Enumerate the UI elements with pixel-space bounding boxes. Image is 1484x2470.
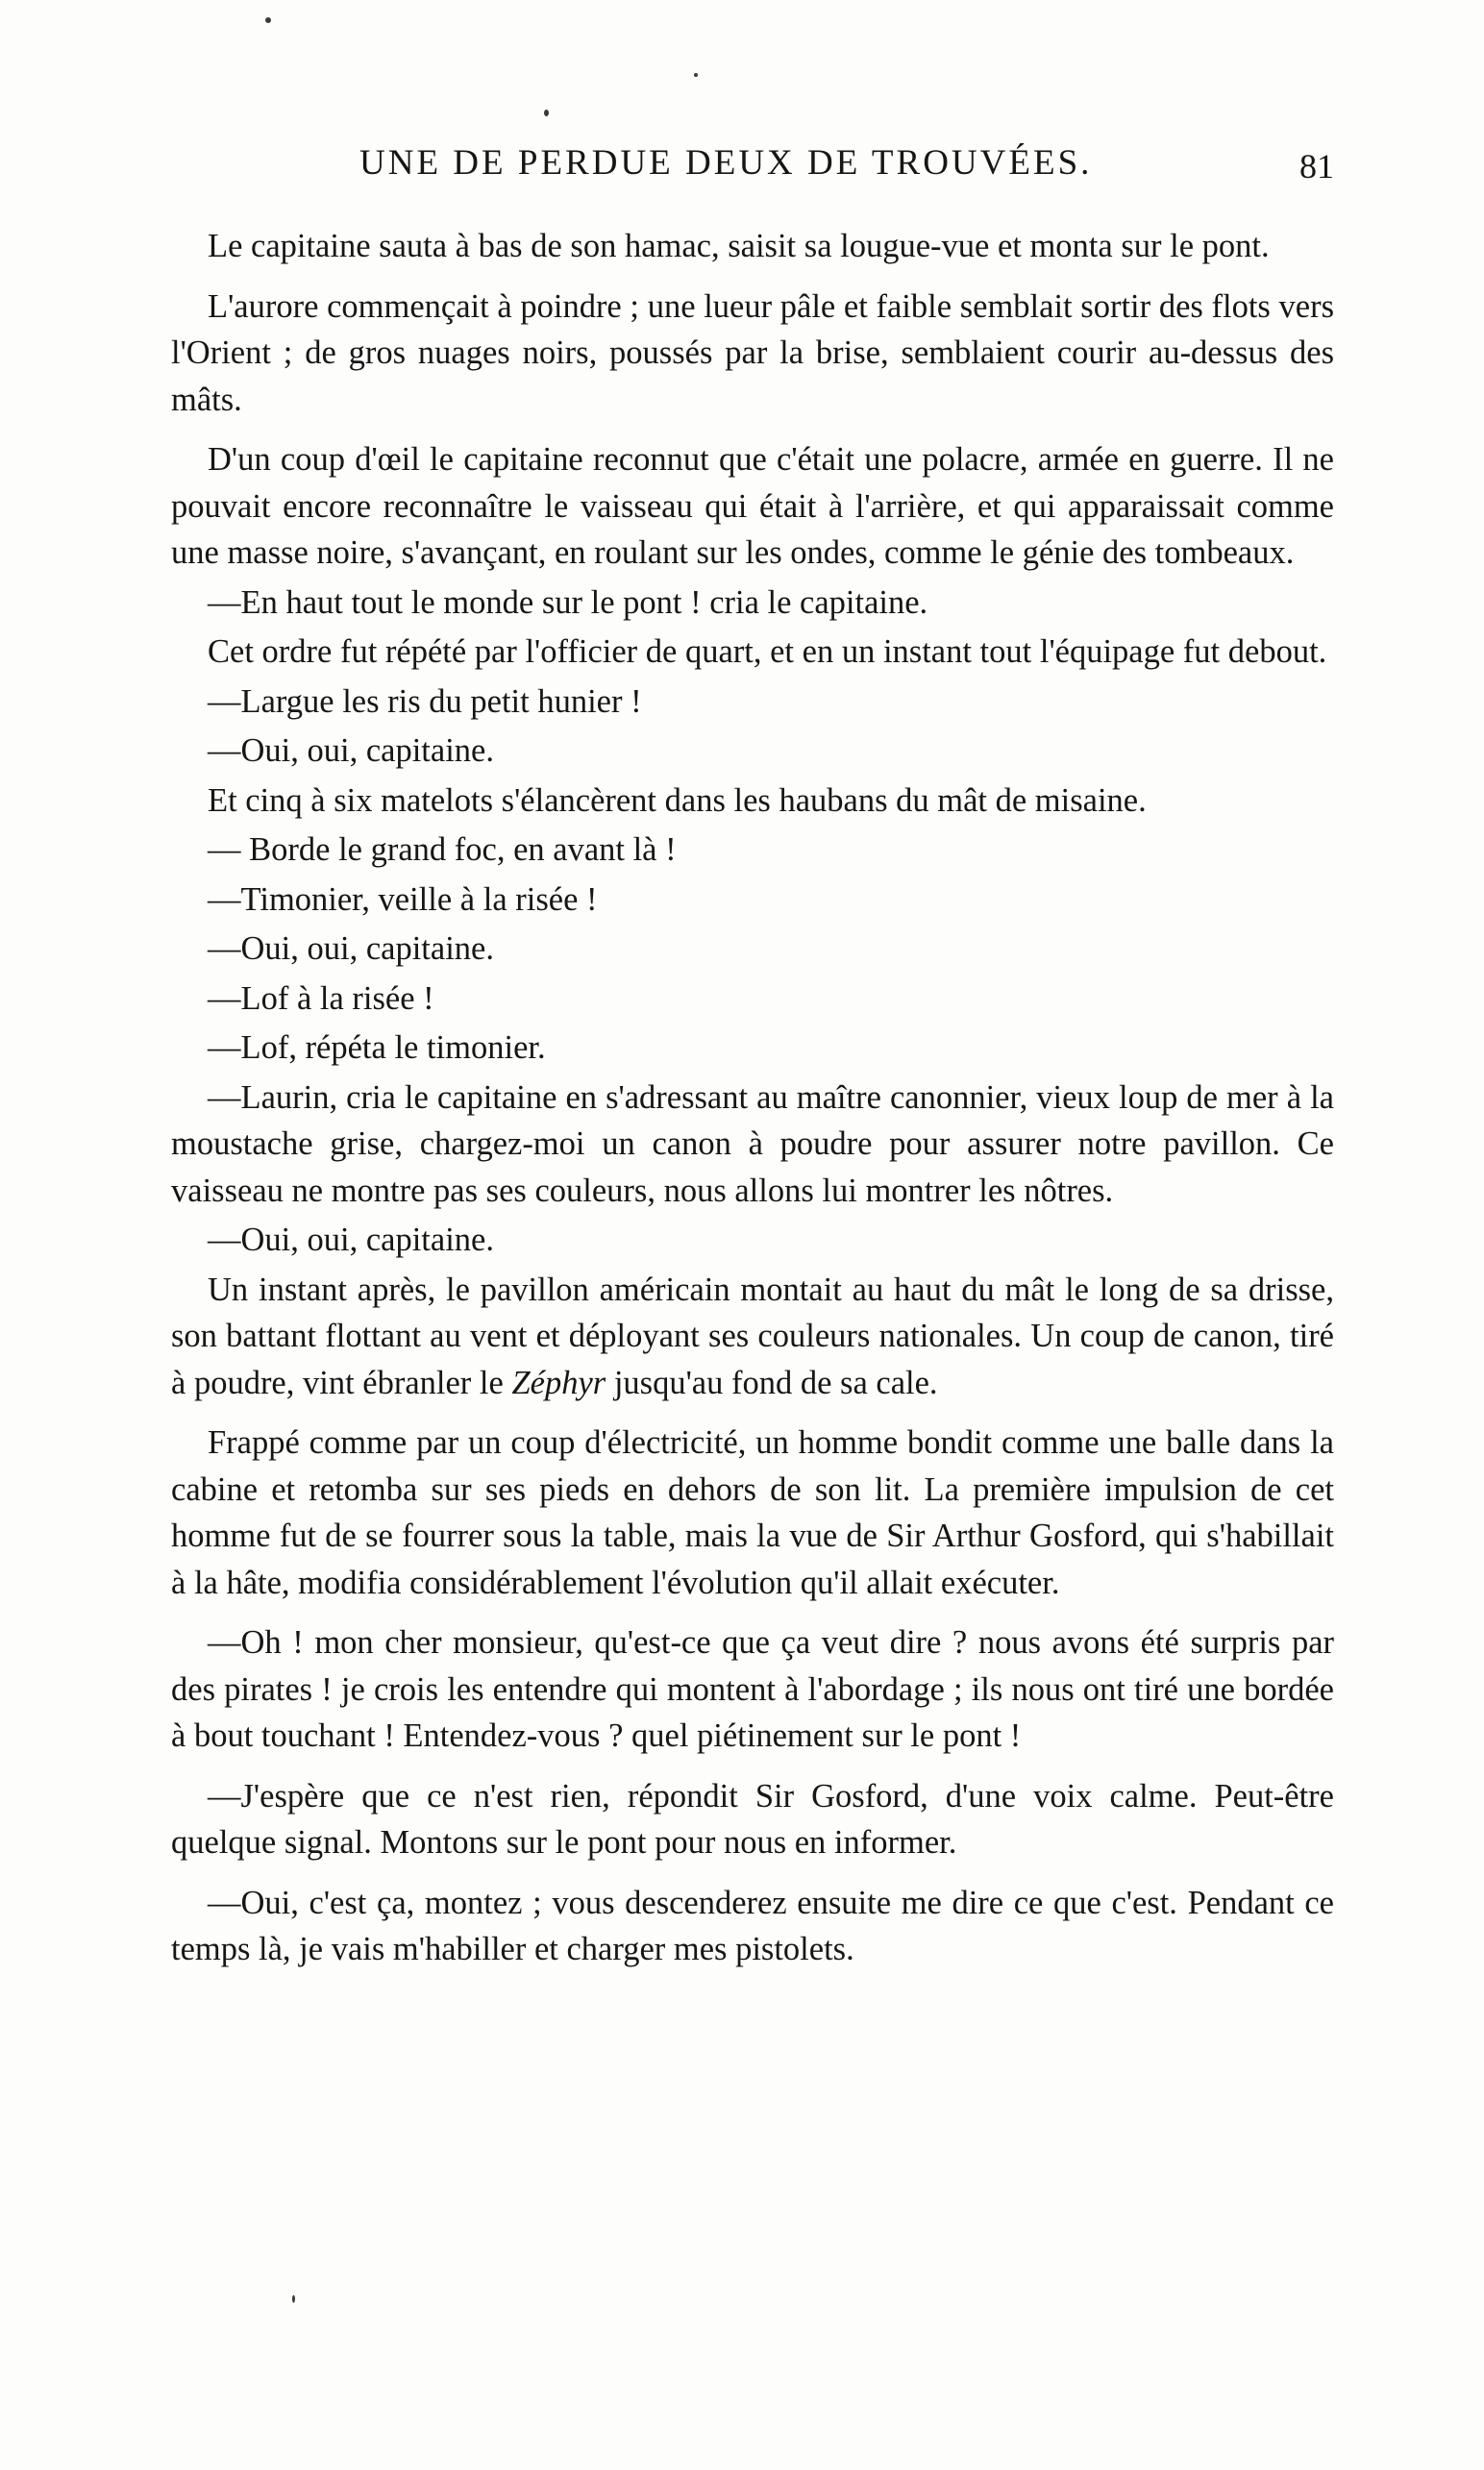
ink-speck	[265, 17, 271, 23]
ink-speck	[544, 110, 549, 116]
paragraph: —Lof, répéta le timonier.	[208, 1029, 546, 1066]
paragraph	[171, 1267, 1334, 1407]
paragraph: —En haut tout le monde sur le pont ! cria le capitaine.	[208, 583, 928, 621]
paragraph: D'un coup d'œil le capitaine reconnut que c'était une polacre, armée en guerre. Il ne pouvait encore reconnaître le vaisseau qui était à l'arrière, et qui apparaissait comme une masse noire, s'avançant, en roulant sur les ondes, comme le génie des tombeaux.	[171, 441, 1334, 571]
paragraph: Cet ordre fut répété par l'officier de quart, et en un instant tout l'équipage fut debout.	[208, 633, 1327, 670]
paragraph: Frappé comme par un coup d'électricité, un homme bondit comme une balle dans la cabine et retomba sur ses pieds en dehors de son lit. La première impulsion de cet homme fut de se fourrer sous la table, mais la vue de Sir Arthur Gosford, qui s'habillait à la hâte, modifia considérablement l'évolution qu'il allait exécuter.	[171, 1424, 1334, 1601]
paragraph: — Borde le grand foc, en avant là !	[208, 831, 677, 868]
ship-name: Zéphyr	[511, 1364, 606, 1401]
paragraph: —Oh ! mon cher monsieur, qu'est-ce que ça veut dire ? nous avons été surpris par des pirates ! je crois les entendre qui montent à l'abordage ; ils nous ont tiré une bordée à bout touchant ! Entendez-vous ? quel piétinement sur le pont !	[171, 1624, 1334, 1754]
ink-speck	[292, 2295, 295, 2303]
paragraph: —Largue les ris du petit hunier !	[208, 682, 642, 720]
paragraph-text: Un instant après, le pavillon américain montait au haut du mât le long de sa drisse, son battant flottant au vent et déployant ses couleurs nationales. Un coup de canon, tiré à poudre, vint ébranler le	[171, 1271, 1334, 1401]
paragraph: —Lof à la risée !	[208, 979, 434, 1017]
paragraph: —Oui, oui, capitaine.	[208, 732, 494, 769]
paragraph: —J'espère que ce n'est rien, répondit Sir Gosford, d'une voix calme. Peut-être quelque signal. Montons sur le pont pour nous en informer.	[171, 1777, 1334, 1861]
paragraph: —Oui, oui, capitaine.	[208, 1222, 494, 1258]
paragraph: —Timonier, veille à la risée !	[208, 880, 598, 918]
paragraph: —Oui, c'est ça, montez ; vous descenderez ensuite me dire ce que c'est. Pendant ce temps là, je vais m'habiller et charger mes pistolets.	[171, 1884, 1334, 1967]
paragraph: L'aurore commençait à poindre ; une lueur pâle et faible semblait sortir des flots vers l'Orient ; de gros nuages noirs, poussés par la brise, semblaient courir au-dessus des mâts.	[171, 287, 1334, 418]
paragraph: —Oui, oui, capitaine.	[208, 930, 494, 967]
running-title: UNE DE PERDUE DEUX DE TROUVÉES.	[359, 143, 1093, 183]
page-number: 81	[1299, 147, 1334, 185]
paragraph-text: jusqu'au fond de sa cale.	[606, 1364, 938, 1401]
paragraph: —Laurin, cria le capitaine en s'adressant au maître canonnier, vieux loup de mer à la moustache grise, chargez-moi un canon à poudre pour assurer notre pavillon. Ce vaisseau ne montre pas ses couleurs, nous allons lui montrer les nôtres.	[171, 1078, 1334, 1209]
paragraph: Le capitaine sauta à bas de son hamac, saisit sa lougue-vue et monta sur le pont.	[208, 228, 1270, 264]
paragraph: Et cinq à six matelots s'élancèrent dans les haubans du mât de misaine.	[208, 781, 1147, 819]
ink-speck	[694, 73, 698, 77]
body-text	[171, 223, 1334, 1976]
page-header	[171, 142, 1334, 200]
